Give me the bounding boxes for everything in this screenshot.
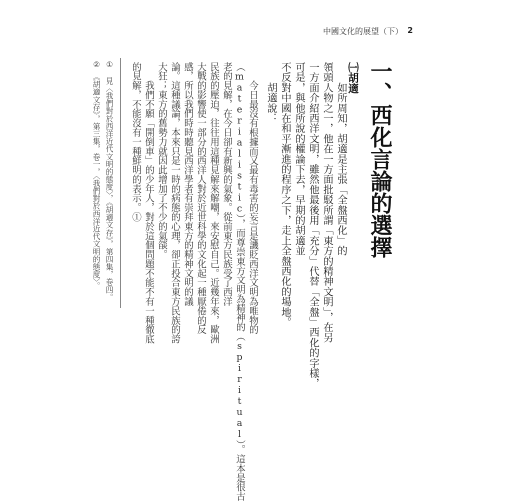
body-column: 如所周知，胡適是主張「全盤西化」的 xyxy=(335,62,346,256)
chapter-heading: 一、西化言論的選擇 xyxy=(367,60,392,258)
section-title xyxy=(349,62,361,94)
running-head-title: 中國文化的展望（下） xyxy=(323,27,403,36)
body-column: 胡適說： xyxy=(265,62,276,124)
quote-column: 的見解，不能沒有一種鮮明的表示。① xyxy=(130,62,141,222)
quote-column: 今日最沒有根據而又最有毒害的妄言是譏貶西洋文明為唯物的 xyxy=(247,62,258,335)
quote-column: 老的見解，在今日卻有新興的氣象。從前東方民族受了西洋 xyxy=(221,62,232,307)
body-column: 不反對中國在和平漸進的程序之下，走上全盤西化的場地。 xyxy=(279,62,290,328)
quote-column: 大戰的影響使一部分的西洋人對於近世科學的文化起一種厭倦的反 xyxy=(195,62,206,335)
body-column: 領頭人物之一，他在一方面批駁所謂「東方的精神文明」，在另 xyxy=(321,62,332,343)
footnote: ① 見〈我們對於西洋近代文明的態度〉，《胡適文存》，第四集，卷四。 xyxy=(105,60,114,301)
page-number: 2 xyxy=(407,26,413,35)
body-column: 可是，與他所說的權論下去，早期的胡適並 xyxy=(293,62,304,256)
quote-column: 論。這種議論，本來只是一時的病態的心理，卻正投合東方民族的誇 xyxy=(169,62,180,344)
quote-column: 感，所以我們時時聽見西洋學者有崇拜東方的精神文明的議 xyxy=(182,62,193,307)
footnote: ② 《胡適文存》，第三集，卷一，〈我們對於西洋近代文明的態度〉。 xyxy=(92,60,101,290)
quote-column: 我們不願「開倒車」的少年人，對於這個問題不能不有一種徹底 xyxy=(143,62,154,344)
quote-column: （materialistic），而尊崇東方文明為精神的（spiritual）。這本是很古 xyxy=(234,62,245,501)
section-marker: ㈠ xyxy=(347,62,359,73)
quote-column: 大狂；東方的舊勢力就因此增加了不少的氣燄。 xyxy=(156,62,167,260)
body-column: 一方面介紹西洋文明，雖然他最後用「充分」代替「全盤」西化的字樣， xyxy=(307,62,318,389)
section-title-text: 胡適 xyxy=(347,72,359,94)
footnote-divider xyxy=(120,58,121,308)
quote-column: 民族的壓迫，往往用這種見解來解嘲，來安慰自己。近幾年來，歐洲 xyxy=(208,62,219,344)
